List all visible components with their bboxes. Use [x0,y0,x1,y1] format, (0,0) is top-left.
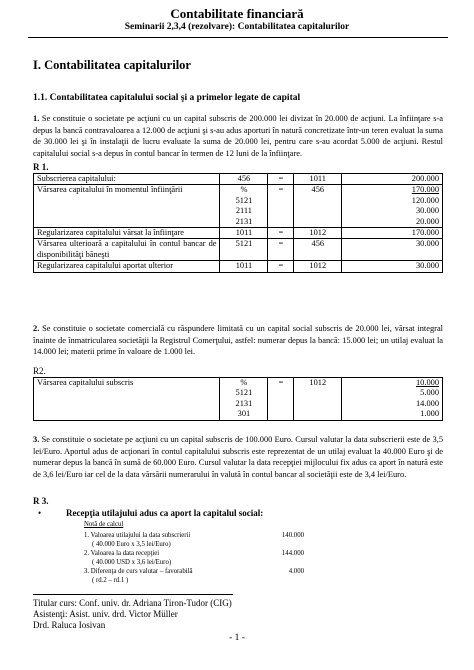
problem-3-number: 3. [33,435,40,444]
debit-account: 456 [220,174,268,185]
calc-value: 144.000 [281,550,304,557]
credit-account: 1012 [294,261,342,272]
equals-sign: = [268,228,294,239]
amount: 1.000 [420,409,439,419]
table-row [34,378,443,421]
table-row [34,228,443,239]
table-row [34,261,443,272]
r3-heading: Recepţia utilajului adus ca aport la capitalul social: [66,508,264,518]
amounts [342,185,443,228]
calc-value: 4.000 [288,568,304,575]
amount: 30.000 [415,206,439,216]
calc-line: 2. Valoarea la data recepţiei [84,550,160,557]
amount: 14.000 [415,398,439,408]
amount: 5.000 [420,388,439,398]
footer-rule [33,594,233,595]
amounts [342,378,443,421]
calc-line: 1. Valoarea utilajului la data subscrierii [84,532,191,539]
credit-account: 1012 [294,378,342,421]
debit-account: 301 [237,409,251,419]
calc-line: ( 40.000 Euro x 3,5 lei/Euro) [92,541,171,548]
footer-assistants: Asistenţi: Asist. univ. drd. Victor Müller [33,609,178,619]
table-row [34,239,443,261]
amount: 20.000 [415,216,439,226]
row-desc: Vărsarea capitalului subscris [34,378,220,421]
amount-total: 10.000 [415,378,439,387]
amount-total: 170.000 [411,185,439,195]
row-desc: Regularizarea capitalului vărsat la înfiinţare [34,228,220,239]
credit-account: 456 [294,185,342,228]
credit-account: 1012 [294,228,342,239]
problem-1-number: 1. [33,114,40,123]
credit-account: 456 [294,239,342,261]
debit-account: 2131 [235,216,253,226]
equals-sign: = [268,185,294,228]
debit-account: 5121 [235,388,253,398]
debit-account: 5121 [235,195,253,205]
r2-label: R2. [33,366,46,376]
debit-account: 2131 [235,398,253,408]
calc-line: ( 40.000 USD x 3,6 lei/Euro) [92,559,172,566]
footer-assistant-2: Drd. Raluca Iosivan [33,620,106,630]
amount: 200.000 [342,174,443,185]
row-desc: Subscrierea capitalului: [34,174,220,185]
section-title: I. Contabilitatea capitalurilor [33,58,191,72]
r1-table [33,173,443,273]
r3-label: R 3. [33,496,49,506]
amount: 170.000 [342,228,443,239]
debit-accounts [220,378,268,421]
amount: 120.000 [411,195,439,205]
equals-sign: = [268,378,294,421]
debit-account: 2111 [235,206,252,216]
debit-account: % [240,378,248,387]
document-title: Contabilitate financiară [170,6,304,21]
debit-account: 5121 [220,239,268,261]
debit-account: 1011 [220,261,268,272]
r1-label: R 1. [33,162,49,172]
problem-3-text [33,434,443,480]
problem-3-body: Se constituie o societate pe acţiuni cu un capital subscris de 100.000 Euro. Cursul valutar la data subscrierii este de 3,5 lei/Euro. Aportul adus de acţionari în contul capitalului subscris este reprezentat de un utilaj evaluat la 40.000 Euro şi de numerar depus la bancă în sumă de 60.000 Euro. Cursul valutar la data recepţiei mijlocului fix adus ca aport în natură este de 3,6 lei/Euro iar cel de la data vărsării numerarului în valută în contul bancar al societăţii este de 3,4 lei/Euro. [33,435,444,479]
problem-2-body: Se constituie o societate comercială cu răspundere limitată cu un capital social subscris de 20.000 lei, vărsat integral înainte de înmatricularea societăţii la Registrul Comerţului, astfel: numerar depus la bancă: 15.000 lei; un utilaj evaluat la 14.000 lei; materii prime în valoare de 1.000 lei. [33,324,443,356]
header-rule [28,37,448,38]
amount: 30.000 [342,261,443,272]
page-number: - 1 - [229,633,245,643]
problem-2-text [33,323,443,358]
debit-account: 1011 [220,228,268,239]
r2-table [33,377,443,421]
calc-value: 140.000 [281,532,304,539]
bullet-icon: • [38,508,42,518]
problem-1-body: Se constituie o societate pe acţiuni cu un capital subscris de 200.000 lei divizat în 20.000 de acţiuni. La înfiinţare s-a depus la bancă contravaloarea a 12.000 de acţiuni şi s-au adus aporturi în natură concretizate într-un teren evaluat la suma de 30.000 lei şi în instalaţii de lucru evaluate la suma de 20.000 lei, pentru care s-au acordat 5.000 de acţiuni. Restul capitalului social s-a depus în contul bancar în termen de 12 luni de la înfiinţare. [33,114,443,158]
problem-1-text [33,113,443,159]
amount: 30.000 [342,239,443,261]
footer-course-holder: Titular curs: Conf. univ. dr. Adriana Tiron-Tudor (CIG) [33,598,232,608]
debit-accounts [220,185,268,228]
equals-sign: = [268,239,294,261]
calc-note-title: Notă de calcul [84,521,124,528]
credit-account: 1011 [294,174,342,185]
row-desc: Vărsarea ulterioară a capitalului în contul bancar de disponibilităţi băneşti [34,239,220,261]
subsection-title: 1.1. Contabilitatea capitalului social şi a primelor legate de capital [33,93,301,103]
table-row [34,185,443,228]
problem-2-number: 2. [33,324,40,333]
row-desc: Vărsarea capitalului în momentul înfiinţării [34,185,220,228]
calc-line: 3. Diferenţa de curs valutar – favorabilă [84,568,193,575]
debit-account: % [240,185,248,195]
equals-sign: = [268,174,294,185]
calc-line: ( rd.2 – rd.1 ) [92,577,129,584]
equals-sign: = [268,261,294,272]
row-desc: Regularizarea capitalului aportat ulterior [34,261,220,272]
table-row [34,174,443,185]
document-subtitle: Seminarii 2,3,4 (rezolvare): Contabilitatea capitalurilor [124,22,350,32]
